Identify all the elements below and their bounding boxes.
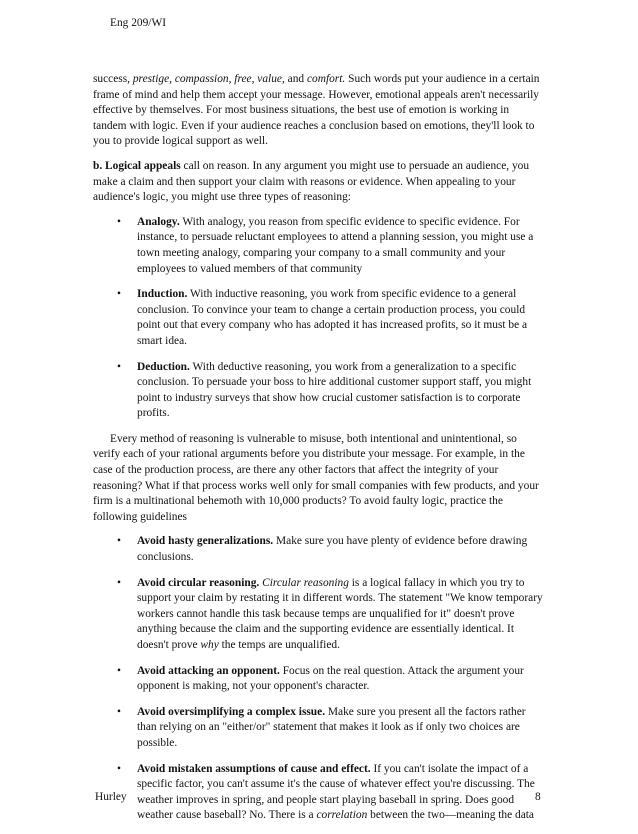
bullet-icon: •	[117, 762, 121, 775]
bullet-icon: •	[117, 535, 121, 548]
list-item-cause-effect: • Avoid mistaken assumptions of cause and effect. If you can't isolate the impact of a specific factor, you can't assume it's the cause of whatever effect you're discussing. The weather improves in spring, and people start playing baseball in spring. Does good weather cause baseball? No. There is a correlation between the two—meaning the data	[117, 762, 535, 822]
comfort-word: comfort.	[306, 73, 346, 85]
logical-appeals-paragraph: b. Logical appeals call on reason. In any argument you might use to persuade an audience, you make a claim and then support your claim with reasons or evidence. When appealing to your audience's logic, you might use three types of reasoning:	[93, 159, 530, 204]
bullet-icon: •	[117, 705, 121, 718]
page-body	[93, 72, 545, 834]
list-item-circular: • Avoid circular reasoning. Circular reasoning is a logical fallacy in which you try to support your claim by restating it in different words. The statement "We know temporary workers cannot handle this task because temps are unqualified for it" doesn't prove anything because the claim and the supporting evidence are essentially identical. It doesn't prove why the temps are unqualified.	[117, 576, 543, 651]
bullet-icon: •	[117, 360, 121, 373]
running-header: Eng 209/WI	[110, 17, 166, 29]
bullet-icon: •	[117, 215, 121, 228]
list-item-deduction: • Deduction. With deductive reasoning, you work from a generalization to a specific conclusion. To persuade your boss to hire additional customer support staff, you might point to industry surveys that show how crucial customer satisfaction is to corporate profits.	[117, 360, 532, 420]
bullet-icon: •	[117, 576, 121, 589]
method-paragraph: Every method of reasoning is vulnerable to misuse, both intentional and unintentional, so verify each of your rational arguments before you distribute your message. For example, in the case of the production process, are there any other factors that affect the integrity of your reasoning? What if that process works well only for small companies with few products, and your firm is a multinational behemoth with 10,000 products? To avoid faulty logic, practice the following guidelines	[93, 432, 539, 523]
list-item-analogy: • Analogy. With analogy, you reason from specific evidence to specific evidence. For instance, to persuade reluctant employees to attend a planning session, you might use a town meeting analogy, comparing your company to a small community and your employees to valued members of that community	[117, 215, 534, 275]
page-number: 8	[535, 791, 541, 803]
list-item-hasty: • Avoid hasty generalizations. Make sure you have plenty of evidence before drawing conclusions.	[117, 535, 528, 564]
emotional-words: prestige, compassion, free, value,	[132, 73, 285, 85]
list-item-induction: • Induction. With inductive reasoning, you work from specific evidence to a general conclusion. To convince your team to change a certain production process, you could point out that every company who has adopted it has increased profits, so it must be a smart idea.	[117, 288, 528, 347]
footer-author: Hurley	[95, 791, 127, 803]
intro-paragraph: success, prestige, compassion, free, value, and comfort. Such words put your audience in a certain frame of mind and help them accept your message. However, emotional appeals aren't necessarily effective by themselves. For most business situations, the best use of emotion is working in tandem with logic. Even if your audience reaches a conclusion based on emotions, they'll look to you to provide logical support as well.	[93, 73, 540, 148]
reasoning-list	[93, 215, 545, 422]
list-item-attacking: • Avoid attacking an opponent. Focus on the real question. Attack the argument your opponent is making, not your opponent's character.	[117, 664, 524, 693]
guidelines-list	[93, 534, 545, 824]
bullet-icon: •	[117, 288, 121, 301]
bullet-icon: •	[117, 664, 121, 677]
logical-appeals-heading: b. Logical appeals	[93, 159, 181, 172]
list-item-oversimplifying: • Avoid oversimplifying a complex issue. Make sure you present all the factors rather than relying on an "either/or" statement that makes it look as if only two choices are possible.	[117, 705, 526, 749]
